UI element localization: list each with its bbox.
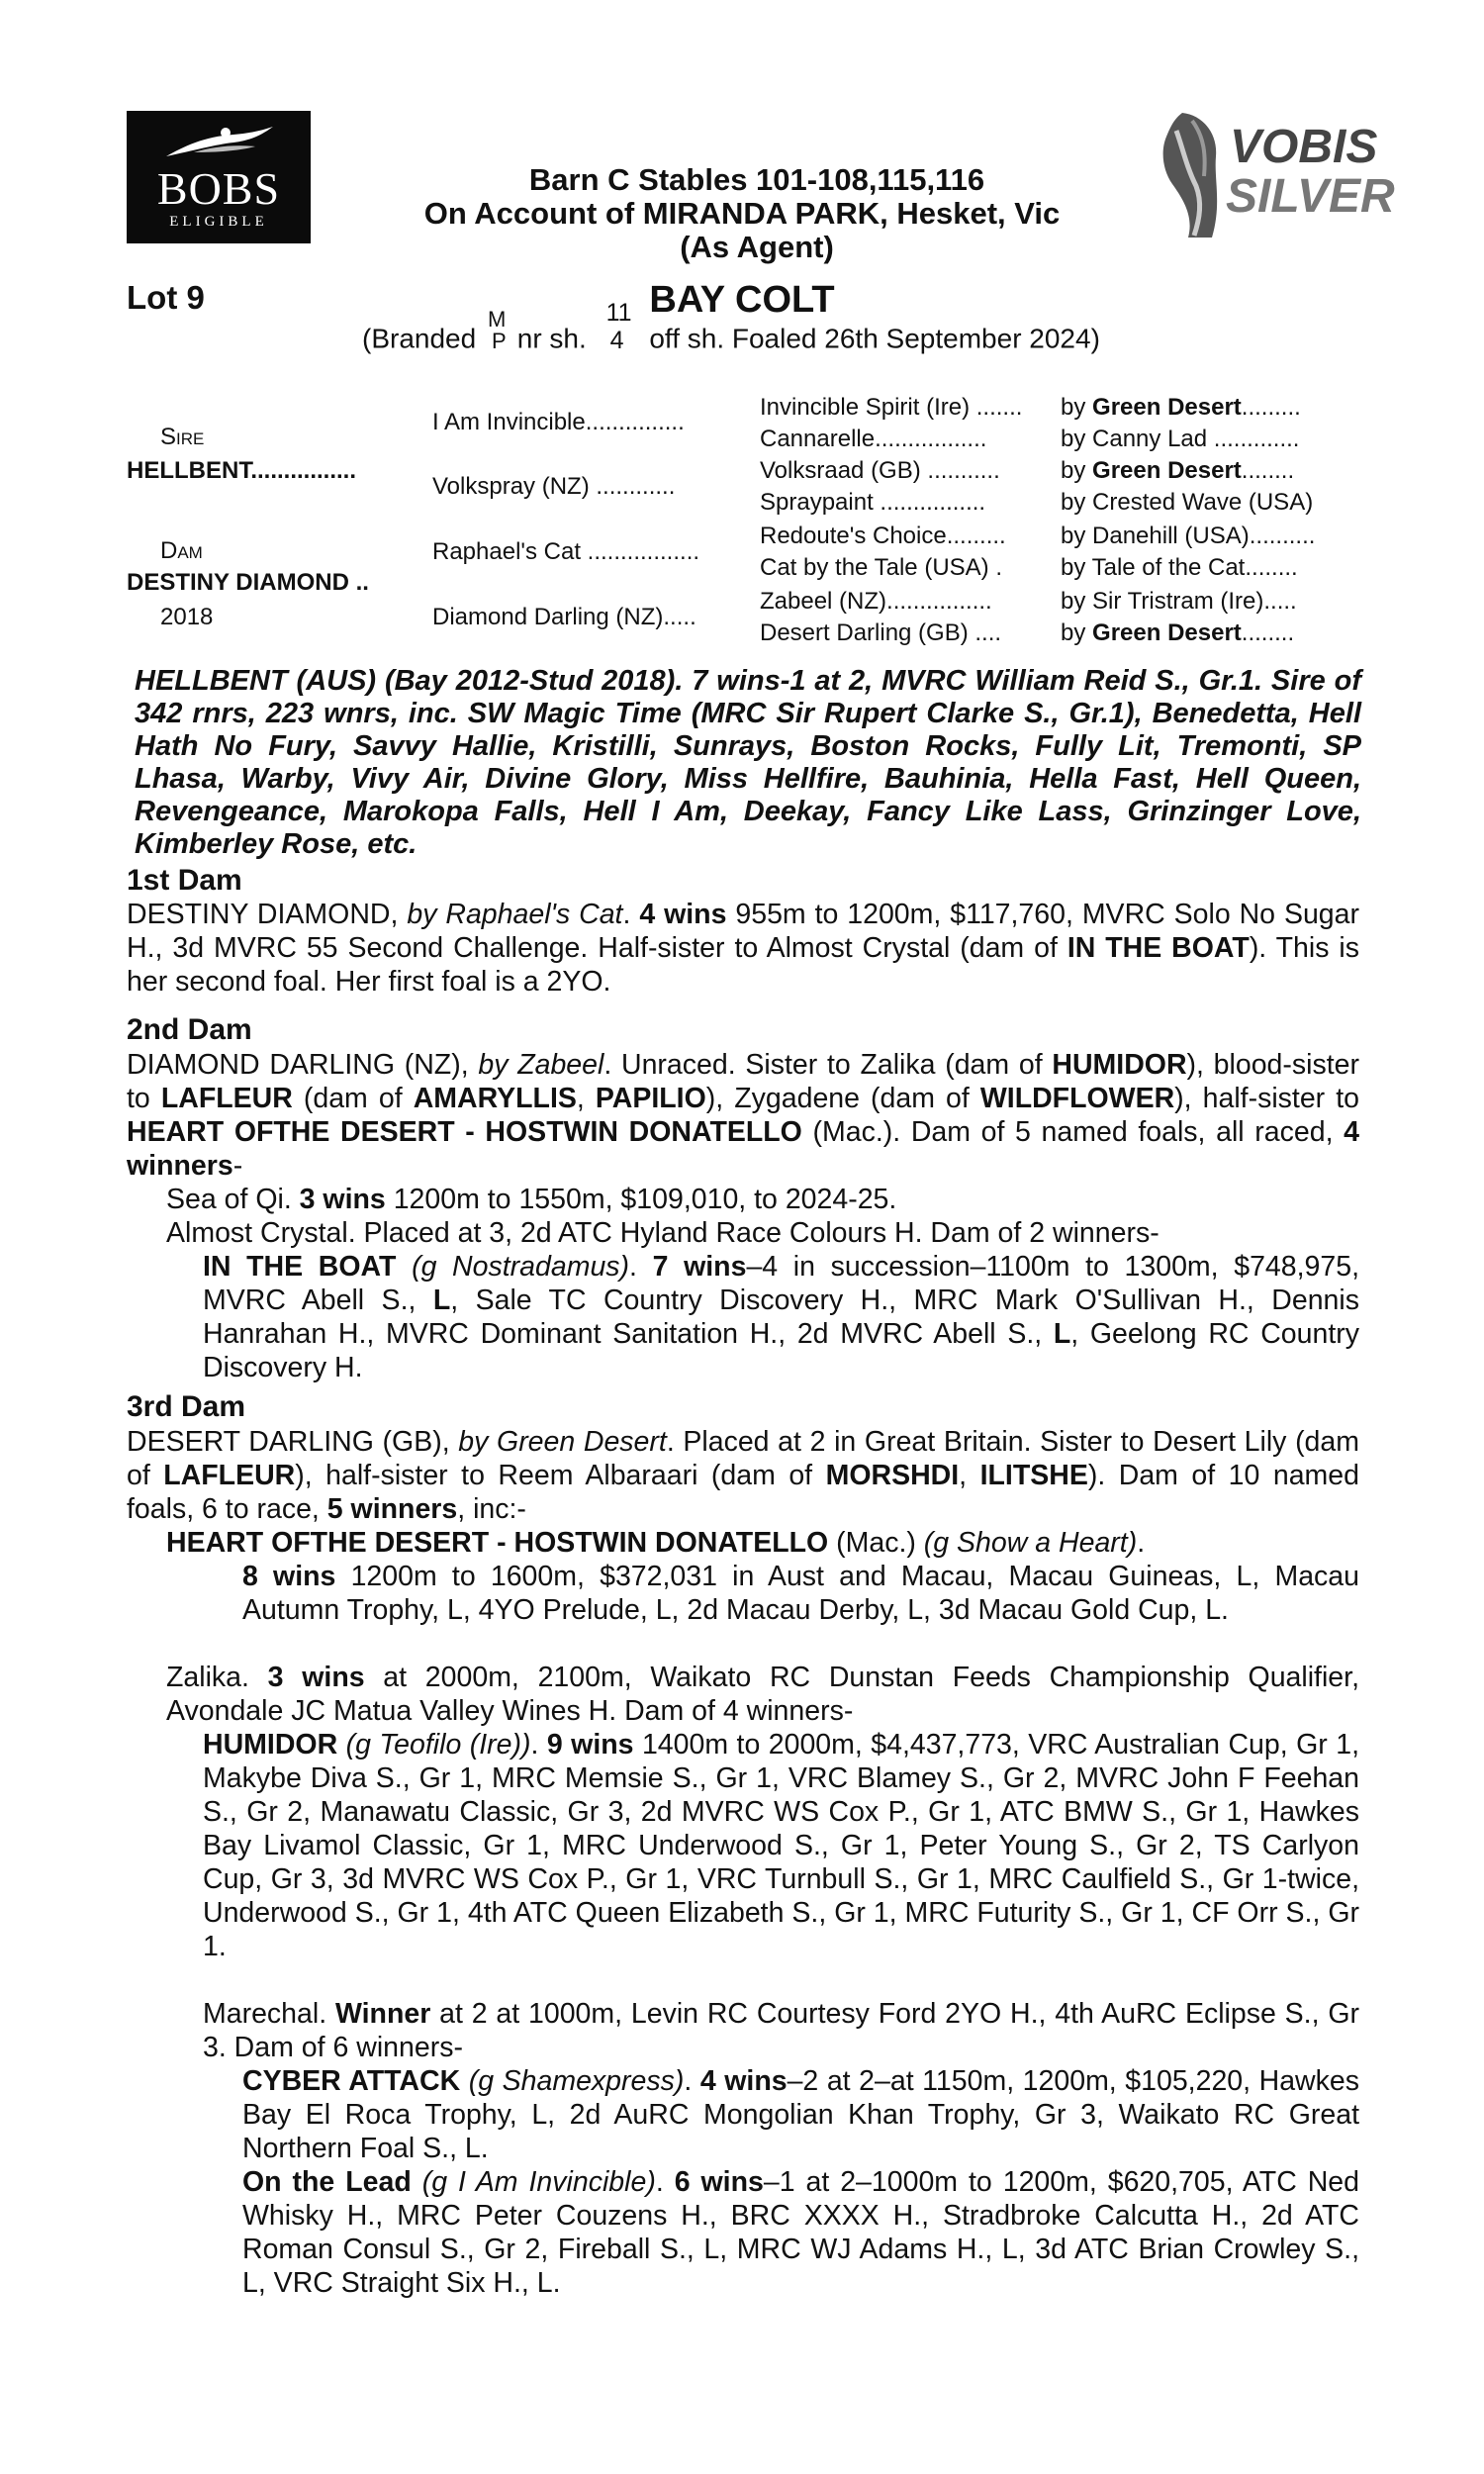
bold-name: AMARYLLIS <box>413 1083 577 1114</box>
winner-sire: (g Shamexpress) <box>468 2065 685 2097</box>
dam-name-text: DESTINY DIAMOND, <box>127 899 399 930</box>
record-text: - <box>232 1150 243 1182</box>
record-text: , Geelong RC Country Discovery H. <box>203 1318 1359 1383</box>
great-grandparent: Spraypaint ................ <box>760 489 986 516</box>
sire-name-text: Danehill (USA) <box>1092 523 1250 549</box>
great-grandparent-sire <box>1061 619 1294 647</box>
sire-name-text: Canny Lad <box>1092 426 1208 452</box>
dam-name-text: DIAMOND DARLING (NZ), <box>127 1049 469 1081</box>
dam-name-text: DESERT DARLING (GB), <box>127 1426 450 1458</box>
by-label: by <box>1061 394 1086 421</box>
great-grandparent: Cat by the Tale (USA) . <box>760 554 1002 581</box>
wins-text: 4 wins <box>699 2065 788 2097</box>
winner-entry: CYBER ATTACK (g Shamexpress). 4 wins–2 at 2–at 1150m, 1200m, $105,220, Hawkes Bay El Roca Trophy, L, 2d AuRC Mongolian Khan Trophy, Gr 3, Waikato RC Great Northern Foal S., L. <box>242 2065 1359 2164</box>
great-grandparent-sire <box>1061 394 1301 422</box>
record-text: , <box>959 1460 980 1491</box>
winner-name: HUMIDOR <box>203 1729 338 1760</box>
progeny-bold: IN THE BOAT <box>1067 932 1250 964</box>
grandparent: Diamond Darling (NZ)..... <box>432 604 696 630</box>
bold-name: HEART OFTHE DESERT - HOSTWIN DONATELLO <box>127 1116 802 1148</box>
record-text: 1200m to 1550m, $109,010, to 2024-25. <box>385 1184 897 1215</box>
winner-sire: (g Show a Heart) <box>923 1527 1138 1559</box>
dam-label: Dam <box>160 537 203 564</box>
first-dam-heading: 1st Dam <box>127 864 242 897</box>
winner-name: HEART OFTHE DESERT - HOSTWIN DONATELLO <box>166 1527 829 1559</box>
second-dam-body <box>127 1048 1359 1183</box>
sire-name-text: Green Desert <box>1092 619 1242 646</box>
wins-text: 7 wins <box>652 1251 747 1283</box>
great-grandparent: Invincible Spirit (Ire) ....... <box>760 394 1023 421</box>
wins-text: 3 wins <box>267 1662 365 1693</box>
winner-name: On the Lead <box>242 2166 412 2198</box>
barn-line: Barn C Stables 101-108,115,116 <box>528 162 985 197</box>
leader-dots: ......... <box>1241 394 1301 421</box>
foal-entry <box>166 1183 1359 1216</box>
first-dam-body: DESTINY DIAMOND, by Raphael's Cat. 4 wins 955m to 1200m, $117,760, MVRC Solo No Sugar H., 3d MVRC 55 Second Challenge. Half-sister to Almost Crystal (dam of IN THE BOAT). This is her second foal. Her first foal is a 2YO. <box>127 899 1359 998</box>
record-text: 1200m to 1600m, $372,031 in Aust and Macau, Macau Guineas, L, Macau Autumn Trophy, L, 4YO Prelude, L, 2d Macau Derby, L, 3d Macau Gold Cup, L. <box>242 1561 1359 1626</box>
by-label: by <box>1061 426 1086 452</box>
winner-name: IN THE BOAT <box>203 1251 397 1283</box>
near-brand-suffix: nr sh. <box>516 323 587 354</box>
lot-number: Lot 9 <box>127 279 205 316</box>
winner-entry: On the Lead (g I Am Invincible). 6 wins–1 at 2–1000m to 1200m, $620,705, ATC Ned Whisky H., MRC Peter Couzens H., BRC XXXX H., Stradbroke Calcutta H., 2d ATC Roman Consul S., Gr 2, Fireball S., L, MRC WJ Adams H., L, 3d ATC Brian Crowley S., L, VRC Straight Six H., L. <box>242 2166 1360 2299</box>
bold-name: LAFLEUR <box>163 1460 296 1491</box>
off-brand-top: 11 <box>605 299 632 327</box>
account-line: On Account of MIRANDA PARK, Hesket, Vic <box>423 196 1061 231</box>
great-grandparent: Desert Darling (GB) .... <box>760 619 1002 646</box>
by-label: by <box>1061 457 1086 484</box>
record-text: –2 at 2–at 1150m, 1200m, $105,220, Hawkes Bay El Roca Trophy, L, 2d AuRC Mongolian Khan Trophy, Gr 3, Waikato RC Great Northern Foal S., L. <box>242 2065 1359 2164</box>
record-text: –4 in succession–1100m to 1300m, $748,975, MVRC Abell S., <box>203 1251 1360 1316</box>
off-brand-bottom: 4 <box>609 327 624 354</box>
logo-brand-text: BOBS <box>156 163 281 214</box>
by-label: by <box>1061 523 1086 549</box>
bold-name: PAPILIO <box>595 1083 706 1114</box>
great-grandparent-sire <box>1061 489 1313 517</box>
record-text: ), half-sister to <box>1174 1083 1359 1114</box>
record-text: 955m to 1200m, $117,760, MVRC Solo No Sugar H., 3d MVRC 55 Second Challenge. Half-sister to Almost Crystal (dam of <box>127 899 1359 964</box>
listed-marker: L <box>432 1285 451 1316</box>
leader-dots: .......... <box>1249 523 1316 549</box>
winner-entry <box>166 1526 1359 1560</box>
dam-sire-text: by Zabeel <box>478 1049 604 1081</box>
great-grandparent-sire <box>1061 554 1298 582</box>
great-grandparent-sire <box>1061 457 1294 485</box>
wins-text: 8 wins <box>242 1561 336 1592</box>
winner-record <box>242 1560 1359 1627</box>
winner-sire: (g Teofilo (Ire)) <box>345 1729 531 1760</box>
record-text: ). This is her second foal. Her first foal is a 2YO. <box>127 932 1359 998</box>
record-text: 1400m to 2000m, $4,437,773, VRC Australian Cup, Gr 1, Makybe Diva S., Gr 1, MRC Memsie S., Gr 1, VRC Blamey S., Gr 2, MVRC John F Feehan S., Gr 2, Manawatu Classic, Gr 3, 2d MVRC WS Cox P., Gr 1, ATC BMW S., Gr 1, Hawkes Bay Livamol Classic, Gr 1, MRC Underwood S., Gr 1, Peter Young S., Gr 2, TS Carlyon Cup, Gr 3, 3d MVRC WS Cox P., Gr 1, VRC Turnbull S., Gr 1, MRC Caulfield S., Gr 1-twice, Underwood S., Gr 1, 4th ATC Queen Elizabeth S., Gr 1, MRC Futurity S., Gr 1, CF Orr S., Gr 1. <box>203 1729 1359 1962</box>
bold-name: LAFLEUR <box>160 1083 293 1114</box>
off-brand <box>595 299 642 368</box>
winner-name: CYBER ATTACK <box>242 2065 461 2097</box>
third-dam-heading: 3rd Dam <box>127 1390 246 1423</box>
great-grandparent-sire <box>1061 426 1299 453</box>
by-label: by <box>1061 489 1086 516</box>
winner-sire: (g Nostradamus) <box>412 1251 630 1283</box>
foal-name: Zalika. <box>166 1662 268 1693</box>
record-text: (Mac.). Dam of 5 named foals, all raced, <box>801 1116 1345 1148</box>
wins-text: 3 wins <box>299 1184 386 1215</box>
record-text: , <box>576 1083 596 1114</box>
by-label: by <box>1061 588 1086 615</box>
by-label: by <box>1061 619 1086 646</box>
grandparent: Raphael's Cat ................. <box>432 538 700 565</box>
foal-name: Sea of Qi. <box>166 1184 300 1215</box>
logo-vobis-text: VOBIS <box>1230 121 1378 173</box>
great-grandparent: Zabeel (NZ)................ <box>760 588 992 615</box>
dam-sire-text: by Green Desert <box>458 1426 667 1458</box>
listed-marker: L <box>1053 1318 1071 1350</box>
foal-entry <box>203 1997 1359 2064</box>
dam-name: DESTINY DIAMOND .. <box>127 569 369 596</box>
leader-dots: ........ <box>1245 554 1298 581</box>
grandparent: I Am Invincible............... <box>432 409 685 435</box>
sire-name-text: Sir Tristram (Ire) <box>1092 588 1264 615</box>
great-grandparent: Volksraad (GB) ........... <box>760 457 1000 484</box>
wins-text: 6 wins <box>674 2166 764 2198</box>
winner-entry: IN THE BOAT (g Nostradamus). 7 wins–4 in succession–1100m to 1300m, $748,975, MVRC Abell S., L, Sale TC Country Discovery H., MRC Mark O'Sullivan H., Dennis Hanrahan H., MVRC Dominant Sanitation H., 2d MVRC Abell S., L, Geelong RC Country Discovery H. <box>203 1251 1360 1383</box>
record-text: , inc:- <box>457 1493 526 1525</box>
record-text: (Mac.) <box>828 1527 924 1559</box>
sire-name-text: Green Desert <box>1092 457 1242 484</box>
by-label: by <box>1061 554 1086 581</box>
record-text: , Sale TC Country Discovery H., MRC Mark O'Sullivan H., Dennis Hanrahan H., MVRC Dominant Sanitation H., 2d MVRC Abell S., <box>203 1285 1359 1350</box>
logo-silver-text: SILVER <box>1226 170 1395 223</box>
record-text: –1 at 2–1000m to 1200m, $620,705, ATC Ned Whisky H., MRC Peter Couzens H., BRC XXXX H., Stradbroke Calcutta H., 2d ATC Roman Consul S., Gr 2, Fireball S., L, MRC WJ Adams H., L, 3d ATC Brian Crowley S., L, VRC Straight Six H., L. <box>242 2166 1360 2299</box>
near-brand-bottom: P <box>491 329 507 353</box>
near-brand <box>484 307 510 368</box>
record-text: at 2000m, 2100m, Waikato RC Dunstan Feeds Championship Qualifier, Avondale JC Matua Valley Wines H. Dam of 4 winners- <box>166 1662 1359 1727</box>
wins-text: 9 wins <box>546 1729 634 1760</box>
stud-summary: HELLBENT (AUS) (Bay 2012-Stud 2018). 7 wins-1 at 2, MVRC William Reid S., Gr.1. Sire of 342 rnrs, 223 wnrs, inc. SW Magic Time (MRC Sir Rupert Clarke S., Gr.1), Benedetta, Hell Hath No Fury, Savvy Hallie, Kristilli, Sunrays, Boston Rocks, Fully Lit, Tremonti, SP Lhasa, Warby, Vivy Air, Divine Glory, Miss Hellfire, Bauhinia, Hella Fast, Hell Queen, Revengeance, Marokopa Falls, Hell I Am, Deekay, Fancy Like Lass, Grinzinger Love, Kimberley Rose, etc. <box>135 665 1361 860</box>
foal-name: Marechal. <box>203 1998 335 2030</box>
leader-dots: ..... <box>1263 588 1297 615</box>
leader-dots: ........ <box>1241 457 1295 484</box>
sire-name-text: Crested Wave (USA) <box>1092 489 1314 516</box>
sire-name-text: Green Desert <box>1092 394 1242 421</box>
dam-sire-text: by Raphael's Cat <box>407 899 623 930</box>
record-text: (dam of <box>292 1083 414 1114</box>
record-text: ), blood-sister to <box>127 1049 1359 1114</box>
great-grandparent: Cannarelle................. <box>760 426 987 452</box>
near-brand-top: M <box>487 307 507 332</box>
bold-name: MORSHDI <box>825 1460 960 1491</box>
grandparent: Volkspray (NZ) ............ <box>432 473 676 500</box>
logo-sub-text: ELIGIBLE <box>169 214 268 230</box>
record-text: ). Dam of 10 named foals, 6 to race, <box>127 1460 1359 1525</box>
foal-entry <box>166 1661 1359 1728</box>
dam-year: 2018 <box>160 604 214 630</box>
off-brand-suffix: off sh. Foaled 26th September 2024) <box>649 323 1100 354</box>
great-grandparent-sire <box>1061 523 1315 550</box>
record-text: . Placed at 2 in Great Britain. Sister to Desert Lily (dam of <box>127 1426 1359 1491</box>
sire-name-text: Tale of the Cat <box>1091 554 1246 581</box>
second-dam-heading: 2nd Dam <box>127 1013 252 1046</box>
sire-label: Sire <box>160 424 205 450</box>
record-text: ), Zygadene (dam of <box>705 1083 980 1114</box>
bold-name: 4 winners <box>127 1116 1359 1182</box>
bold-name: HUMIDOR <box>1052 1049 1187 1081</box>
sire-name: HELLBENT................ <box>127 457 357 484</box>
record-text: . <box>1137 1527 1146 1559</box>
record-text: at 2 at 1000m, Levin RC Courtesy Ford 2YO H., 4th AuRC Eclipse S., Gr 3. Dam of 6 winners- <box>203 1998 1359 2063</box>
winner-entry: HUMIDOR (g Teofilo (Ire)). 9 wins 1400m to 2000m, $4,437,773, VRC Australian Cup, Gr 1, Makybe Diva S., Gr 1, MRC Memsie S., Gr 1, VRC Blamey S., Gr 2, MVRC John F Feehan S., Gr 2, Manawatu Classic, Gr 3, 2d MVRC WS Cox P., Gr 1, ATC BMW S., Gr 1, Hawkes Bay Livamol Classic, Gr 1, MRC Underwood S., Gr 1, Peter Young S., Gr 2, TS Carlyon Cup, Gr 3, 3d MVRC WS Cox P., Gr 1, VRC Turnbull S., Gr 1, MRC Caulfield S., Gr 1-twice, Underwood S., Gr 1, 4th ATC Queen Elizabeth S., Gr 1, MRC Futurity S., Gr 1, CF Orr S., Gr 1. <box>203 1729 1359 1962</box>
agent-line: (As Agent) <box>680 230 834 264</box>
winner-sire: (g I Am Invincible) <box>421 2166 656 2198</box>
horse-swoosh-icon <box>164 125 275 166</box>
wins-text: 4 wins <box>639 899 727 930</box>
brand-prefix: (Branded <box>362 323 477 354</box>
foal-entry: Almost Crystal. Placed at 3, 2d ATC Hyland Race Colours H. Dam of 2 winners- <box>166 1217 1159 1249</box>
great-grandparent-sire <box>1061 588 1297 616</box>
bold-name: ILITSHE <box>979 1460 1088 1491</box>
bold-name: WILDFLOWER <box>979 1083 1175 1114</box>
record-text: . Unraced. Sister to Zalika (dam of <box>603 1049 1053 1081</box>
leader-dots: ........ <box>1241 619 1295 646</box>
great-grandparent: Redoute's Choice......... <box>760 523 1006 549</box>
wins-text: Winner <box>334 1998 431 2030</box>
third-dam-body <box>127 1425 1359 1526</box>
leader-dots: ............. <box>1207 426 1300 452</box>
record-text: ), half-sister to Reem Albaraari (dam of <box>295 1460 826 1491</box>
horse-description: BAY COLT <box>649 279 835 321</box>
bold-name: 5 winners <box>326 1493 458 1525</box>
